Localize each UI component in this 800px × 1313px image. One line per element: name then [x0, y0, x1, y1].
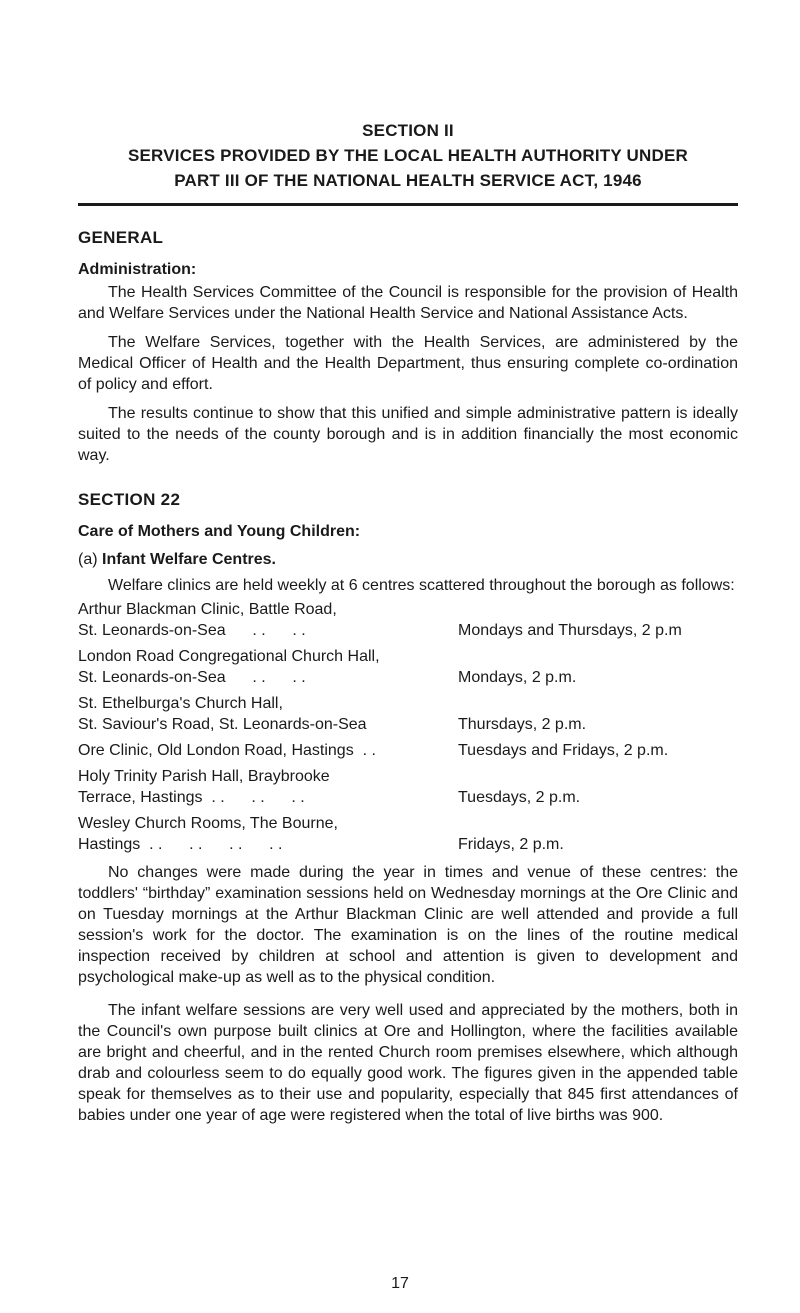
clinic-location: Ore Clinic, Old London Road, Hastings . . [78, 742, 376, 759]
item-a-label: (a) [78, 551, 98, 568]
changes-paragraph: No changes were made during the year in times and venue of these centres: the toddlers' “birthday” examination sessions held on Wednesday mornings at the Ore Clinic and on Tuesday mornings at the Arthur Blackman Clinic are well attended and provide a full session's work for the doctor. The examination is on the lines of the routine medical inspection received by children at school and attention is given to development and psychological make-up as well as to the physical condition. [78, 864, 738, 986]
sessions-paragraph: The infant welfare sessions are very well used and appreciated by the mothers, both in the Council's own purpose built clinics at Ore and Hollington, where the facilities available are bright and cheerful, and in the rented Church room premises elsewhere, which although drab and colourless seem to do equally good work. The figures given in the appended table speak for themselves as to their use and popularity, especially that 845 first attendances of babies under one year of age were registered when the total of live births was 900. [78, 1002, 738, 1124]
care-subheading: Care of Mothers and Young Children: [78, 523, 361, 540]
general-paragraph-1: The Health Services Committee of the Council is responsible for the provision of Health and Welfare Services under the National Health Service and National Assistance Acts. [78, 284, 738, 322]
clinic-name: London Road Congregational Church Hall, [78, 648, 380, 665]
clinic-time: Fridays, 2 p.m. [458, 836, 564, 853]
clinic-time: Tuesdays, 2 p.m. [458, 789, 581, 806]
clinic-location: St. Leonards-on-Sea . . . . [78, 669, 306, 686]
item-a [78, 549, 738, 571]
clinic-time: Thursdays, 2 p.m. [458, 716, 587, 733]
section22-heading: SECTION 22 [78, 490, 181, 509]
header-divider [78, 203, 738, 206]
clinic-time: Tuesdays and Fridays, 2 p.m. [458, 742, 669, 759]
clinic-location: Terrace, Hastings . . . . . . [78, 789, 305, 806]
item-a-title: Infant Welfare Centres. [102, 551, 276, 568]
clinic-name: Holy Trinity Parish Hall, Braybrooke [78, 768, 330, 785]
document-page [78, 118, 738, 1126]
general-heading: GENERAL [78, 228, 164, 247]
clinic-row [78, 740, 738, 766]
clinic-row [78, 714, 738, 740]
clinic-row [78, 766, 738, 787]
clinic-row [78, 599, 738, 620]
clinic-row [78, 834, 738, 860]
general-paragraph-2: The Welfare Services, together with the Health Services, are administered by the Medical Officer of Health and the Health Department, thus ensuring complete co-ordination of policy and effort. [78, 334, 738, 393]
clinic-row [78, 813, 738, 834]
section-title: SECTION II [362, 121, 454, 140]
section-subtitle-line-1: SERVICES PROVIDED BY THE LOCAL HEALTH AUTHORITY UNDER [127, 146, 688, 165]
clinic-row [78, 693, 738, 714]
clinic-row [78, 667, 738, 693]
clinic-name: Arthur Blackman Clinic, Battle Road, [78, 601, 337, 618]
clinic-location: Hastings . . . . . . . . [78, 836, 283, 853]
clinics-intro: Welfare clinics are held weekly at 6 centres scattered throughout the borough as follows: [108, 577, 735, 594]
clinic-location: St. Saviour's Road, St. Leonards-on-Sea [78, 716, 367, 733]
clinic-location: St. Leonards-on-Sea . . . . [78, 622, 306, 639]
clinic-row [78, 646, 738, 667]
general-paragraph-3: The results continue to show that this unified and simple administrative pattern is ideally suited to the needs of the county borough and is in addition financially the most economic way. [78, 405, 738, 464]
clinic-row [78, 787, 738, 813]
clinic-schedule-table [78, 599, 738, 860]
administration-subheading: Administration: [78, 261, 197, 278]
clinic-name: Wesley Church Rooms, The Bourne, [78, 815, 338, 832]
clinic-row [78, 620, 738, 646]
clinic-name: St. Ethelburga's Church Hall, [78, 695, 283, 712]
page-number: 17 [391, 1275, 409, 1292]
clinic-time: Mondays, 2 p.m. [458, 669, 577, 686]
clinic-time: Mondays and Thursdays, 2 p.m [458, 622, 682, 639]
section-subtitle-line-2: PART III OF THE NATIONAL HEALTH SERVICE ACT, 1946 [174, 171, 642, 190]
